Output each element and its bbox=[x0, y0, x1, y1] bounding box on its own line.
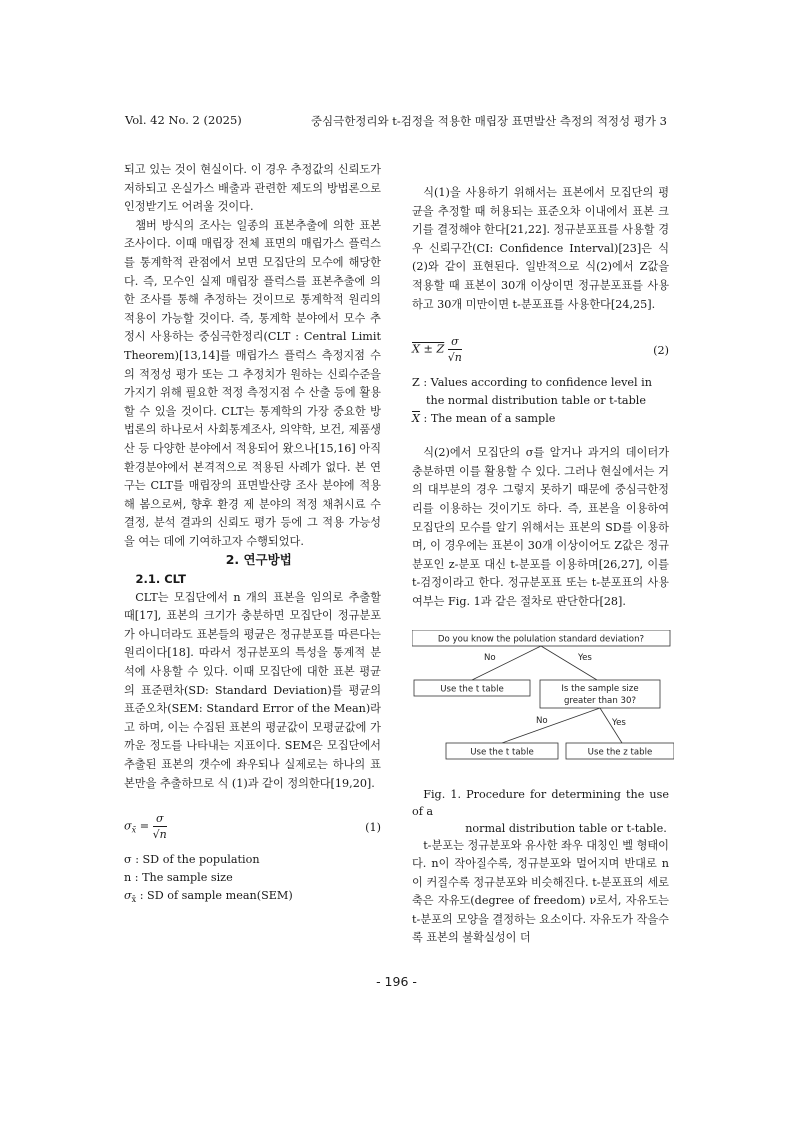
result-z: Use the z table bbox=[587, 747, 653, 757]
arrow-no-1 bbox=[472, 646, 541, 680]
section-title: 2. 연구방법 bbox=[225, 552, 292, 568]
paragraph: 식(1)을 사용하기 위해서는 표본에서 모집단의 평균을 추정할 때 허용되는 표준오차 이내에서 표본 크기를 결정해야 한다[21,22]. 정규분포표를 사용할 경우 신뢰구간(CI: Confidence Interval)[23]은 식 (2)와 같이 표현된다. 일반적으로 식(2)에서 Z값을 적용할 때 표본이 30개 이상이면 정규분포표를 사용하고 30개 미만이면 t-분포표를 사용한다[24,25]. bbox=[412, 186, 669, 311]
paragraph: t-분포는 정규분포와 유사한 좌우 대칭인 벨 형태이다. n이 작아질수록, 정규분포와 멀어지며 반대로 n이 커질수록 정규분포와 비슷해진다. t-분포표의 세로축은 자유도(degree of freedom) ν로서, 자유도는 t-분포의 모양을 결정하는 요소이다. 자유도가 작을수록 표본의 불확실성이 더 bbox=[412, 838, 669, 945]
numerator: σ bbox=[153, 811, 167, 827]
flowchart-figure bbox=[412, 630, 674, 778]
definition: σ : SD of the population bbox=[124, 853, 260, 867]
fraction bbox=[448, 334, 462, 365]
definition bbox=[124, 887, 381, 909]
label-no-1: No bbox=[484, 652, 496, 663]
definition: n : The sample size bbox=[124, 871, 233, 885]
arrow-yes-1 bbox=[541, 646, 597, 680]
equation-number: (2) bbox=[653, 344, 669, 358]
paragraph: 식(2)에서 모집단의 σ를 알거나 과거의 데이터가 충분하면 이를 활용할 수 있다. 그러나 현실에서는 거의 대부분의 경우 그렇지 못하기 때문에 중심극한정리를 이용하는 것이기도 하다. 즉, 표본을 이용하여 모집단의 모수를 알기 위해서는 표본의 SD를 이용하며, 이 경우에는 표본이 30개 이상이어도 Z값은 정규분포인 z-분포 대신 t-분포를 이용하며[26,27], 이를 t-검정이라고 한다. 정규분포표 또는 t-분포표의 사용 여부는 Fig. 1과 같은 절차로 판단한다[28]. bbox=[412, 446, 669, 608]
equation-1 bbox=[124, 811, 381, 847]
right-column bbox=[412, 184, 669, 948]
caption-line-1: Fig. 1. Procedure for determining the use of a bbox=[412, 787, 669, 818]
label-yes-2: Yes bbox=[612, 717, 626, 728]
result-t-1: Use the t table bbox=[440, 684, 504, 694]
left-column bbox=[124, 161, 381, 909]
definition bbox=[412, 410, 669, 428]
result-t-2: Use the t table bbox=[470, 747, 534, 757]
question-1: Do you know the polulation standard deviation? bbox=[437, 634, 645, 644]
label-yes-1: Yes bbox=[578, 652, 592, 663]
equation-number: (1) bbox=[365, 821, 381, 835]
variable-definitions bbox=[124, 851, 381, 909]
def-symbol: $\overline{X}$ bbox=[412, 412, 420, 426]
definition-continued: the normal distribution table or t-table bbox=[426, 394, 646, 408]
variable-definitions bbox=[412, 374, 669, 428]
caption-line-2: normal distribution table or t-table. bbox=[465, 821, 667, 835]
page-number: - 196 - bbox=[376, 974, 417, 989]
denominator: √n bbox=[152, 828, 167, 842]
equation-2 bbox=[412, 334, 669, 370]
eq-lhs-subscript: x̄ bbox=[131, 825, 137, 835]
def-symbol: σ bbox=[124, 889, 132, 903]
label-no-2: No bbox=[536, 715, 548, 726]
running-title: 중심극한정리와 t-검정을 적용한 매립장 표면발산 측정의 적정성 평가 3 bbox=[310, 114, 667, 128]
def-subscript: x̄ bbox=[131, 895, 137, 905]
definition: Z : Values according to confidence level in bbox=[412, 376, 652, 390]
subsection-title: 2.1. CLT bbox=[135, 572, 186, 587]
equation-body bbox=[412, 334, 462, 365]
numerator: σ bbox=[448, 334, 462, 350]
question-2-line1: Is the sample size bbox=[561, 683, 639, 694]
eq-lhs: X ± Z bbox=[412, 342, 445, 356]
def-text: : SD of sample mean(SEM) bbox=[136, 889, 293, 903]
flowchart bbox=[412, 630, 674, 778]
paragraph: 챔버 방식의 조사는 일종의 표본추출에 의한 표본조사이다. 이때 매립장 전체 표면의 매립가스 플럭스를 통계학적 관점에서 보면 모집단의 모수에 해당한다. 즉, 모수인 실제 매립장 플럭스를 표본추출에 의한 조사를 통해 추정하는 것이므로 통계학적 원리의 적용이 가능할 것이다. 즉, 통계학 분야에서 모수 추정시 사용하는 중심극한정리(CLT : Central Limit Theorem)[13,14]를 매립가스 플럭스 측정지점 수의 적정성 평가 또는 그 추정치가 원하는 신뢰수준을 가지기 위해 필요한 적정 측정지점 수 산출 등에 활용할 수 있을 것이다. CLT는 통계학의 가장 중요한 방법론의 하나로서 사회통계조사, 의약학, 보건, 제품생산 등 다양한 분야에서 적용되어 왔으나[15,16] 아직 환경분야에서 본격적으로 적용된 사례가 없다. 본 연구는 CLT를 매립장의 표면발산량 조사 분야에 적용해 봄으로써, 향후 환경 제 분야의 적정 채취시료 수 결정, 분석 결과의 신뢰도 평가 등에 그 적용 가능성을 여는 데에 기여하고자 수행되었다. bbox=[124, 218, 381, 548]
journal-volume: Vol. 42 No. 2 (2025) bbox=[125, 113, 242, 127]
def-text: : The mean of a sample bbox=[419, 412, 556, 426]
eq-lhs-symbol: σ bbox=[124, 819, 132, 833]
paragraph: 되고 있는 것이 현실이다. 이 경우 추정값의 신뢰도가 저하되고 온실가스 배출과 관련한 제도의 방법론으로 인정받기도 어려울 것이다. bbox=[124, 163, 381, 214]
question-2-line2: greater than 30? bbox=[563, 695, 637, 706]
fraction bbox=[153, 811, 167, 842]
paragraph: CLT는 모집단에서 n 개의 표본을 임의로 추출할 때[17], 표본의 크기가 충분하면 모집단이 정규분포가 아니더라도 표본들의 평균은 정규분포를 따른다는 원리이다[18]. 따라서 정규분포의 특성을 통계적 분석에 사용할 수 있다. 이때 모집단에 대한 표본 평균의 표준편차(SD: Standard Deviation)를 평균의 표준오차(SEM: Standard Error of the Mean)라고 하며, 이는 수집된 표본의 평균값이 모평균값에 가까운 정도를 나타내는 지표이다. SEM은 모집단에서 추출된 표본의 갯수에 좌우되나 실제로는 하나의 표본만을 추출하므로 식 (1)과 같이 정의한다[19,20]. bbox=[124, 590, 381, 790]
denominator: √n bbox=[447, 351, 462, 365]
arrow-no-2 bbox=[502, 708, 600, 743]
equation-body: $\sigma_{x̄}$ = $\frac{\sigma}{√n}$ bbox=[124, 812, 167, 842]
figure-caption bbox=[412, 786, 669, 837]
